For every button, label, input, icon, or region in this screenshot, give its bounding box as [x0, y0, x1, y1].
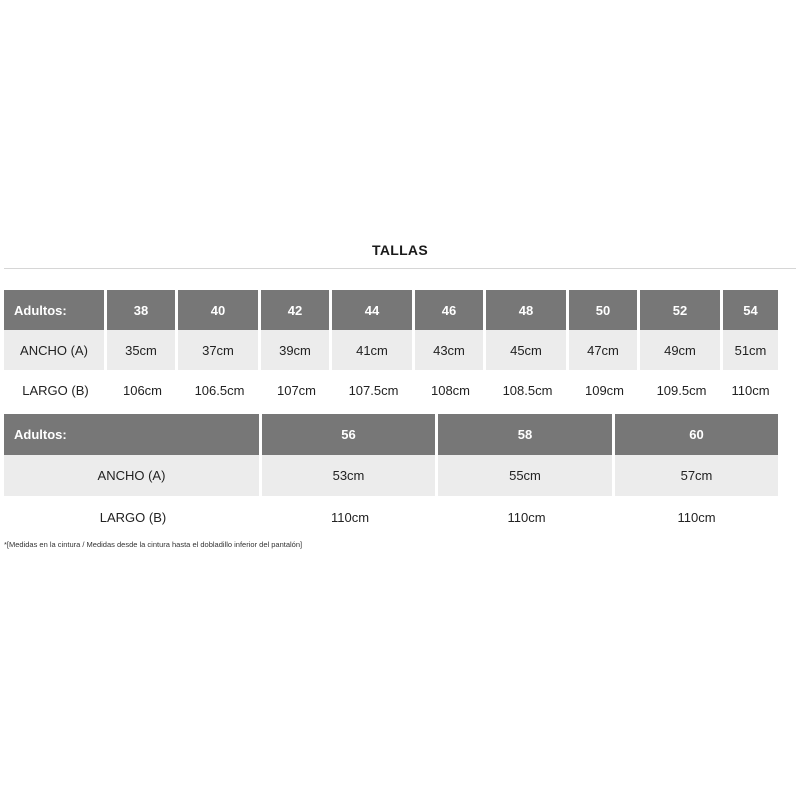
- size-header: 60: [615, 414, 778, 455]
- table-cell: 107.5cm: [332, 370, 415, 410]
- table-cell: 57cm: [615, 455, 778, 496]
- table-cell: 107cm: [261, 370, 332, 410]
- table-cell: 41cm: [332, 330, 415, 370]
- size-table-adults-large: [4, 414, 778, 538]
- title-divider: [4, 268, 796, 269]
- row-label: ANCHO (A): [4, 330, 107, 370]
- size-header: 42: [261, 290, 332, 330]
- size-header: 38: [107, 290, 178, 330]
- table-header-row: [4, 414, 778, 455]
- table-cell: 51cm: [723, 330, 778, 370]
- size-table-adults: [4, 290, 778, 410]
- table-cell: 109.5cm: [640, 370, 723, 410]
- row-label: LARGO (B): [4, 370, 107, 410]
- table-row-largo: [4, 496, 778, 538]
- table-cell: 35cm: [107, 330, 178, 370]
- size-header: 54: [723, 290, 778, 330]
- table-cell: 47cm: [569, 330, 640, 370]
- table-cell: 39cm: [261, 330, 332, 370]
- table-cell: 55cm: [438, 455, 615, 496]
- table-header-row: [4, 290, 778, 330]
- page-title: TALLAS: [372, 242, 428, 258]
- size-header: 50: [569, 290, 640, 330]
- size-header: 52: [640, 290, 723, 330]
- table-cell: 109cm: [569, 370, 640, 410]
- table-cell: 106cm: [107, 370, 178, 410]
- table-cell: 108cm: [415, 370, 486, 410]
- table-cell: 108.5cm: [486, 370, 569, 410]
- table-cell: 110cm: [615, 496, 778, 538]
- header-label: Adultos:: [4, 414, 262, 455]
- row-label: LARGO (B): [4, 496, 262, 538]
- row-label: ANCHO (A): [4, 455, 262, 496]
- table-cell: 45cm: [486, 330, 569, 370]
- header-label: Adultos:: [4, 290, 107, 330]
- table-cell: 110cm: [438, 496, 615, 538]
- table-cell: 106.5cm: [178, 370, 261, 410]
- size-header: 40: [178, 290, 261, 330]
- size-header: 56: [262, 414, 438, 455]
- table-row-ancho: [4, 455, 778, 496]
- table-cell: 110cm: [723, 370, 778, 410]
- table-cell: 43cm: [415, 330, 486, 370]
- table-cell: 49cm: [640, 330, 723, 370]
- size-header: 44: [332, 290, 415, 330]
- table-cell: 110cm: [262, 496, 438, 538]
- size-header: 46: [415, 290, 486, 330]
- table-row-largo: [4, 370, 778, 410]
- size-header: 48: [486, 290, 569, 330]
- footnote: *[Medidas en la cintura / Medidas desde la cintura hasta el dobladillo inferior del pantalón]: [4, 540, 303, 549]
- size-header: 58: [438, 414, 615, 455]
- table-cell: 53cm: [262, 455, 438, 496]
- table-row-ancho: [4, 330, 778, 370]
- table-cell: 37cm: [178, 330, 261, 370]
